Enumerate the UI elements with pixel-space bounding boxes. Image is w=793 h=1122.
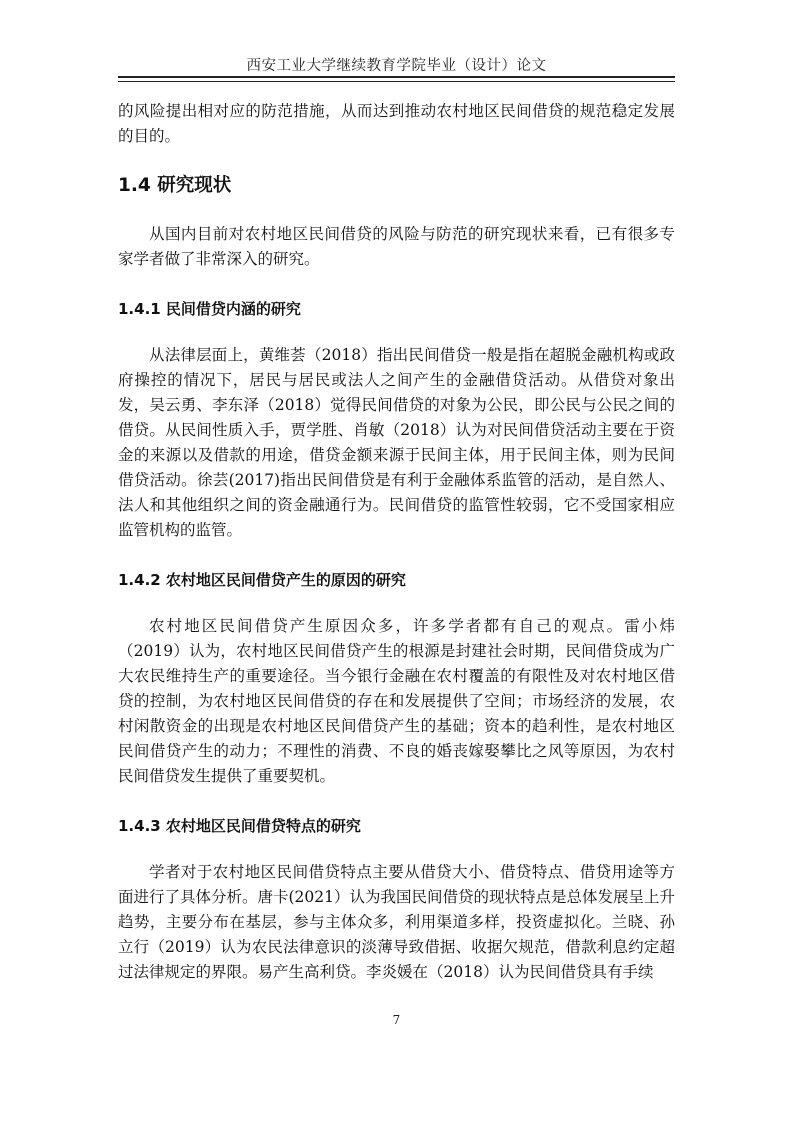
- header-rule-thin: [118, 81, 675, 82]
- subsection-paragraph-1: 从法律层面上，黄维荟（2018）指出民间借贷一般是指在超脱金融机构或政府操控的情况下，居民与居民或法人之间产生的金融借贷活动。从借贷对象出发，吴云勇、李东泽（2018）觉得民间借贷的对象为公民，即公民与公民之间的借贷。从民间性质入手，贾学胜、肖敏（2018）认为对民间借贷活动主要在于资金的来源以及借款的用途，借贷金额来源于民间主体，用于民间主体，则为民间借贷活动。徐芸(2017)指出民间借贷是有利于金融体系监管的活动，是自然人、法人和其他组织之间的资金融通行为。民间借贷的监管性较弱，它不受国家相应监管机构的监管。: [118, 346, 675, 539]
- subsection-heading-3: 1.4.3 农村地区民间借贷特点的研究: [118, 817, 361, 835]
- running-header: 西安工业大学继续教育学院毕业（设计）论文: [246, 58, 547, 74]
- body-content: [118, 99, 675, 985]
- subsection-heading-2: 1.4.2 农村地区民间借贷产生的原因的研究: [118, 571, 406, 589]
- continued-paragraph: 的风险提出相对应的防范措施，从而达到推动农村地区民间借贷的规范稳定发展的目的。: [118, 102, 675, 145]
- section-heading: 1.4 研究现状: [118, 175, 232, 196]
- subsection-paragraph-2: 农村地区民间借贷产生原因众多，许多学者都有自己的观点。雷小炜（2019）认为，农村地区民间借贷产生的根源是封建社会时期，民间借贷成为广大农民维持生产的重要途径。当今银行金融在农村覆盖的有限性及对农村地区借贷的控制，为农村地区民间借贷的存在和发展提供了空间；市场经济的发展，农村闲散资金的出现是农村地区民间借贷产生的基础；资本的趋利性，是农村地区民间借贷产生的动力；不理性的消费、不良的婚丧嫁娶攀比之风等原因，为农村民间借贷发生提供了重要契机。: [118, 617, 675, 785]
- subsection-heading-1: 1.4.1 民间借贷内涵的研究: [118, 300, 301, 318]
- page-number: 7: [392, 1013, 401, 1027]
- header-rule-thick: [118, 76, 675, 78]
- section-intro-paragraph: 从国内目前对农村地区民间借贷的风险与防范的研究现状来看，已有很多专家学者做了非常深入的研究。: [118, 225, 675, 268]
- subsection-paragraph-3: 学者对于农村地区民间借贷特点主要从借贷大小、借贷特点、借贷用途等方面进行了具体分析。唐卡(2021）认为我国民间借贷的现状特点是总体发展呈上升趋势，主要分布在基层，参与主体众多，利用渠道多样，投资虚拟化。兰晓、孙立行（2019）认为农民法律意识的淡薄导致借据、收据欠规范，借款利息约定超过法律规定的界限。易产生高利贷。李炎媛在（2018）认为民间借贷具有手续: [118, 863, 675, 981]
